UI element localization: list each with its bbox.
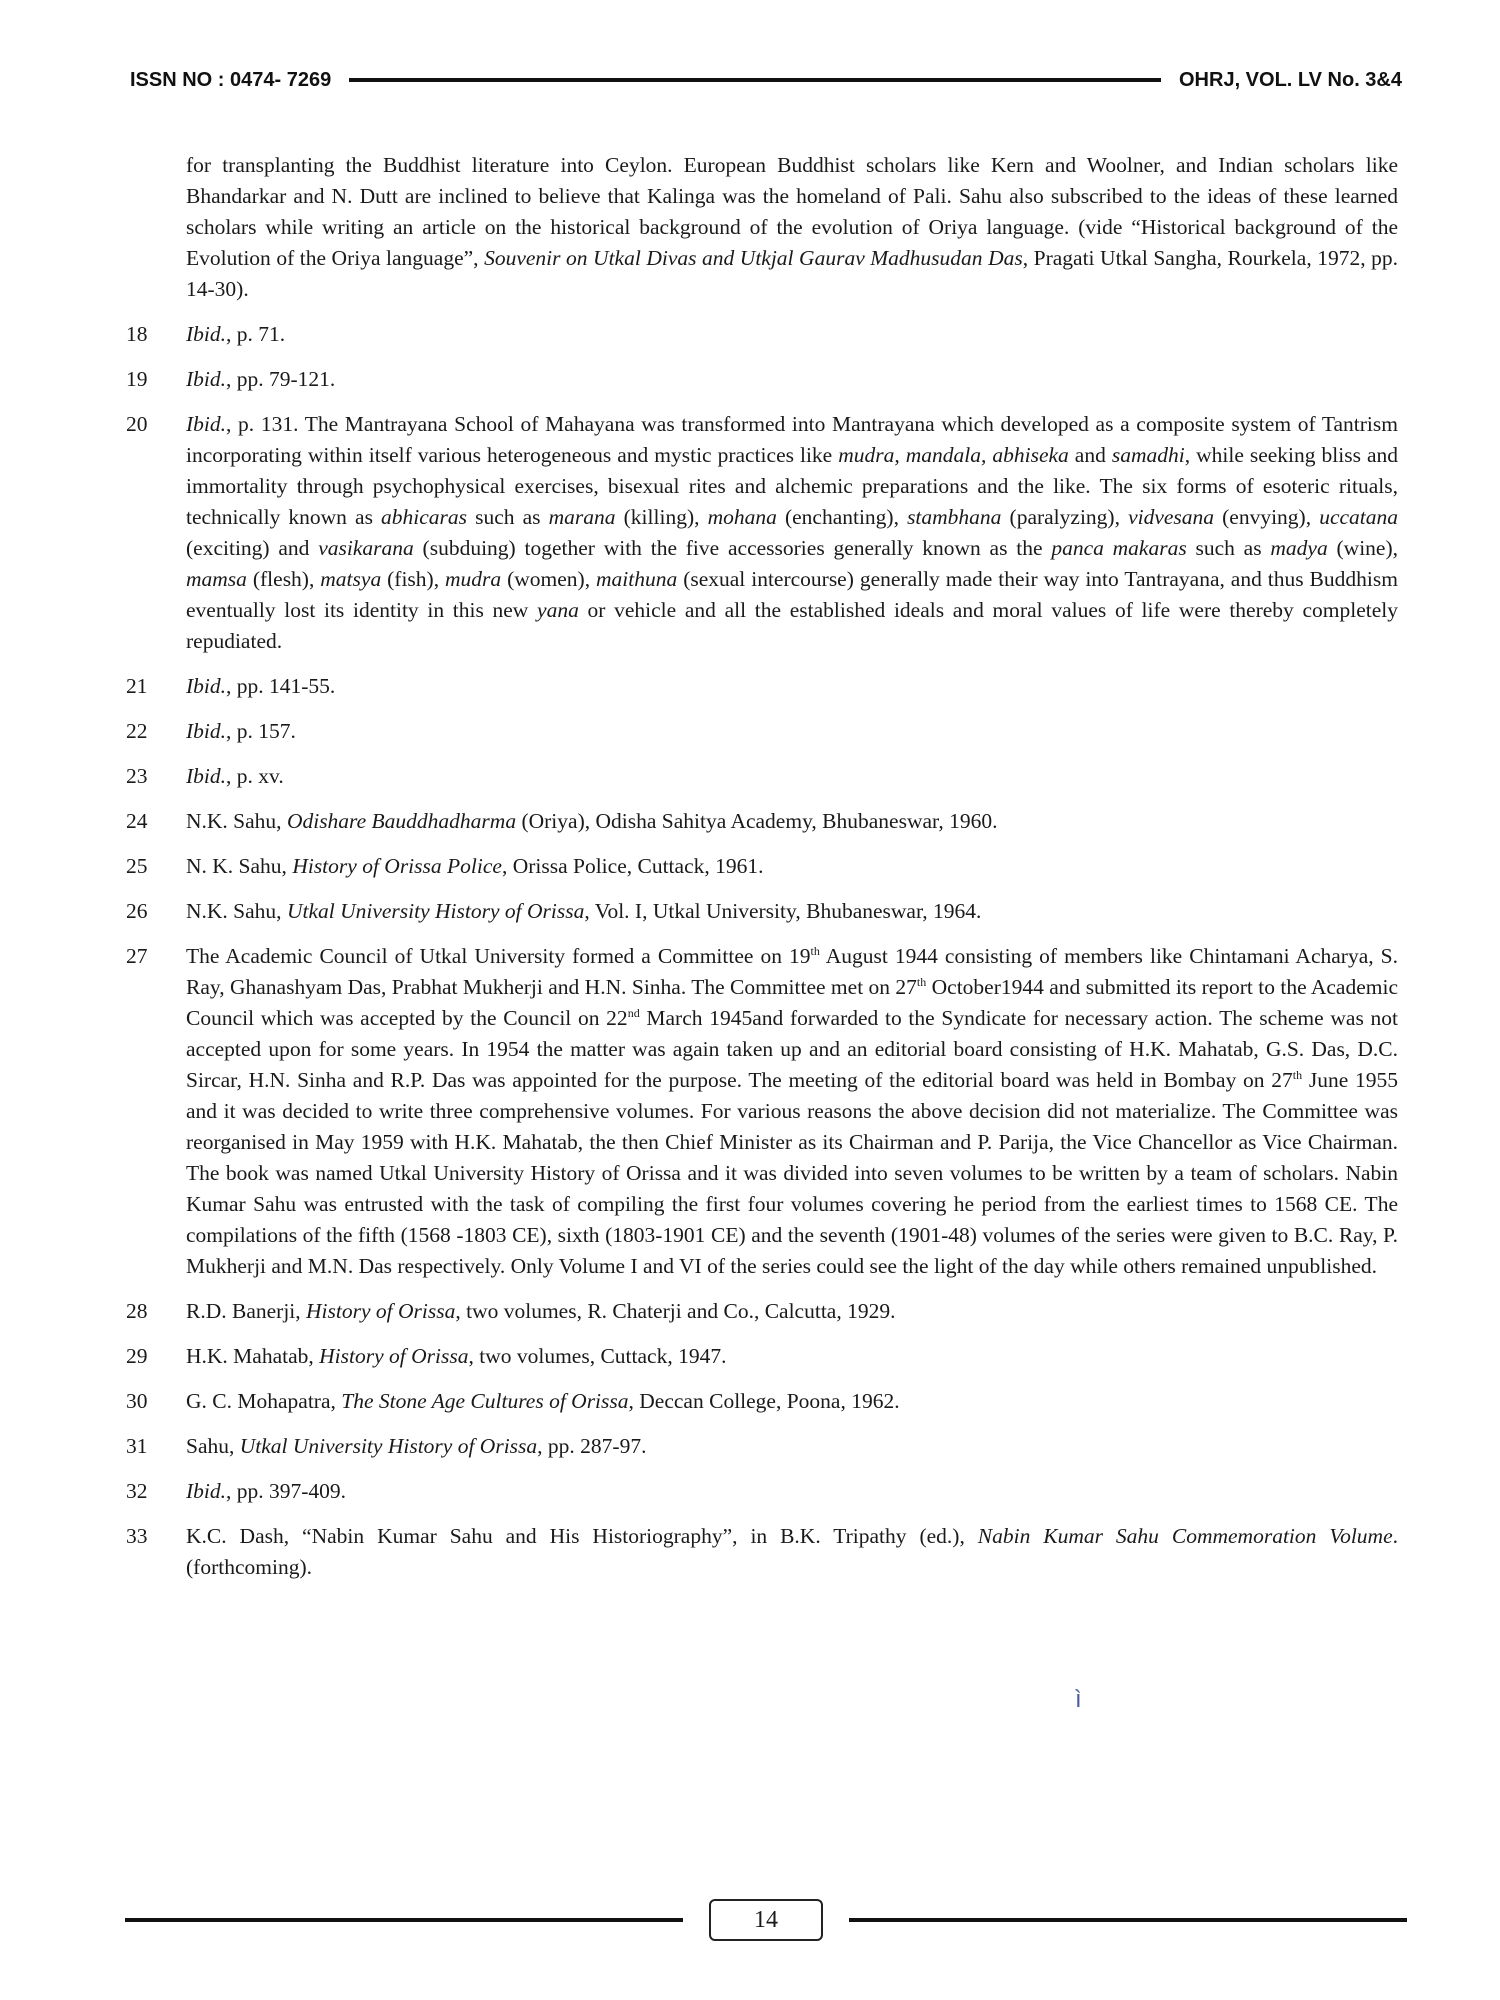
footer-rule-left [125, 1918, 683, 1922]
note-body [186, 1521, 1398, 1583]
note-19 [126, 364, 1398, 395]
note-number: 26 [126, 899, 148, 923]
note-33 [126, 1521, 1398, 1583]
note-28 [126, 1296, 1398, 1327]
note-number: 24 [126, 809, 148, 833]
note-text: R.D. Banerji, [186, 1299, 307, 1323]
note-text: N.K. Sahu, [186, 809, 287, 833]
term: stambhana [907, 505, 1002, 529]
term: panca makaras [1051, 536, 1187, 560]
note-number: 30 [126, 1389, 148, 1413]
ordinal-suffix: th [1292, 1067, 1303, 1082]
note-text: March 1945and forwarded to the Syndicate for necessary action. The scheme was not accepted upon for some years. In 1954 the matter was again taken up and an editorial board consisting of H.K. Mahatab, G.S. Das, D.C. Sircar, H.N. Sinha and R.P. Das was appointed for the purpose. The meeting of the editorial board was held in Bombay on 27 [186, 1006, 1398, 1092]
note-32 [126, 1476, 1398, 1507]
note-number: 28 [126, 1299, 148, 1323]
note-text: and [1068, 443, 1112, 467]
note-text: N. K. Sahu, [186, 854, 293, 878]
note-26 [126, 896, 1398, 927]
note-body [186, 806, 1398, 837]
journal-label: OHRJ, VOL. LV No. 3&4 [1179, 68, 1402, 91]
note-body [186, 896, 1398, 927]
note-text: June 1955 and it was decided to write three comprehensive volumes. For various reasons the above decision did not materialize. The Committee was reorganised in May 1959 with H.K. Mahatab, the then Chief Minister as its Chairman and P. Parija, the Vice Chancellor as Vice Chairman. The book was named Utkal University History of Orissa and it was divided into seven volumes to be written by a team of scholars. Nabin Kumar Sahu was entrusted with the task of compiling the first four volumes covering he period from the earliest times to 1568 CE. The compilations of the fifth (1568 -1803 CE), sixth (1803-1901 CE) and the seventh (1901-48) volumes of the series were given to B.C. Ray, P. Mukherji and M.N. Das respectively. Only Volume I and VI of the series could see the light of the day while others remained unpublished. [186, 1068, 1398, 1278]
note-ibid: Ibid. [186, 719, 227, 743]
note-text: , Orissa Police, Cuttack, 1961. [501, 854, 764, 878]
note-number: 19 [126, 367, 148, 391]
running-header [130, 62, 1402, 98]
note-number: 31 [126, 1434, 148, 1458]
note-21 [126, 671, 1398, 702]
note-29 [126, 1341, 1398, 1372]
note-body [186, 941, 1398, 1282]
note-text: , p. xv. [226, 764, 284, 788]
note-body [186, 319, 1398, 350]
note-27 [126, 941, 1398, 1282]
note-ibid: Ibid. [186, 367, 227, 391]
note-text: (subduing) together with the five accessories generally known as the [413, 536, 1052, 560]
note-30 [126, 1386, 1398, 1417]
note-number: 33 [126, 1524, 148, 1548]
note-body [186, 1296, 1398, 1327]
term: maithuna [596, 567, 678, 591]
note-body [186, 761, 1398, 792]
note-text: The Academic Council of Utkal University formed a Committee on 19 [186, 944, 811, 968]
issn-label: ISSN NO : 0474- 7269 [130, 68, 332, 91]
term: mohana [707, 505, 777, 529]
note-number: 23 [126, 764, 148, 788]
note-body [186, 851, 1398, 882]
note-title: Utkal University History of Orissa [239, 1434, 538, 1458]
term: marana [548, 505, 616, 529]
term: uccatana [1319, 505, 1398, 529]
note-25 [126, 851, 1398, 882]
note-number: 25 [126, 854, 148, 878]
note-text: (exciting) and [186, 536, 319, 560]
note-text: August 1944 consisting of members like Chintamani Acharya, S. Ray, Ghanashyam Das, Prabhat Mukherji and H.N. Sinha. The Committee met on 27 [186, 944, 1398, 999]
note-text: October1944 and submitted its report to the Academic Council which was accepted by the Council on 22 [186, 975, 1398, 1030]
note-title: Souvenir on Utkal Divas and Utkjal Gaurav Madhusudan Das [484, 246, 1023, 270]
note-text: , p. 71. [226, 322, 286, 346]
note-title: History of Orissa Police [292, 854, 502, 878]
note-18 [126, 319, 1398, 350]
ordinal-suffix: th [810, 943, 820, 958]
note-text: such as [467, 505, 549, 529]
note-text: , pp. 141-55. [226, 674, 336, 698]
note-text: or vehicle and all the established ideals and moral values of life were thereby completely repudiated. [186, 598, 1399, 653]
note-title: Odishare Bauddhadharma [286, 809, 517, 833]
note-17-continued [126, 150, 1398, 305]
note-title: Nabin Kumar Sahu Commemoration Volume [977, 1524, 1393, 1548]
note-text: (Oriya), Odisha Sahitya Academy, Bhubaneswar, 1960. [516, 809, 998, 833]
ink-mark: ì [1075, 1686, 1082, 1713]
note-ibid: Ibid. [186, 764, 227, 788]
term: abhicaras [381, 505, 468, 529]
note-text: , pp. 79-121. [226, 367, 336, 391]
note-body [186, 716, 1398, 747]
term: yana [537, 598, 579, 622]
note-text: , pp. 397-409. [226, 1479, 347, 1503]
header-rule [349, 78, 1161, 82]
note-ibid: Ibid. [186, 322, 227, 346]
note-number: 20 [126, 412, 148, 436]
note-text: H.K. Mahatab, [186, 1344, 320, 1368]
note-text: , p. 131. The Mantrayana School of Mahayana was transformed into Mantrayana which developed as a composite system of Tantrism incorporating within itself various heterogeneous and mystic practices like [186, 412, 1398, 467]
term: mudra, mandala, abhiseka [838, 443, 1069, 467]
note-body [186, 364, 1398, 395]
page-number: 14 [709, 1899, 823, 1941]
note-title: History of Orissa [319, 1344, 469, 1368]
note-text: . (forthcoming). [186, 1524, 1398, 1579]
note-ibid: Ibid. [186, 412, 227, 436]
note-number: 22 [126, 719, 148, 743]
term: mudra [445, 567, 502, 591]
note-text: (wine), [1327, 536, 1398, 560]
note-number: 32 [126, 1479, 148, 1503]
note-title: History of Orissa [306, 1299, 456, 1323]
note-text: , Deccan College, Poona, 1962. [628, 1389, 900, 1413]
note-text: (fish), [381, 567, 446, 591]
note-text: N.K. Sahu, [186, 899, 287, 923]
note-ibid: Ibid. [186, 1479, 227, 1503]
note-22 [126, 716, 1398, 747]
footer-rule-right [849, 1918, 1407, 1922]
ordinal-suffix: th [916, 974, 927, 989]
note-number: 18 [126, 322, 148, 346]
note-body [186, 1476, 1398, 1507]
note-text: , while seeking bliss and immortality through psychophysical exercises, bisexual rites and alchemic preparations and the like. The six forms of esoteric rituals, technically known as [186, 443, 1399, 529]
note-text: Sahu, [186, 1434, 240, 1458]
note-text: such as [1186, 536, 1271, 560]
note-text: , two volumes, R. Chaterji and Co., Calcutta, 1929. [455, 1299, 896, 1323]
note-text: , Vol. I, Utkal University, Bhubaneswar, 1964. [584, 899, 982, 923]
note-text: G. C. Mohapatra, [186, 1389, 342, 1413]
term: samadhi [1111, 443, 1185, 467]
note-text: (envying), [1214, 505, 1320, 529]
note-number: 21 [126, 674, 148, 698]
note-text: (paralyzing), [1001, 505, 1129, 529]
ordinal-suffix: nd [627, 1005, 640, 1020]
note-text: (flesh), [246, 567, 321, 591]
note-text: (women), [501, 567, 597, 591]
note-20 [126, 409, 1398, 657]
note-title: Utkal University History of Orissa [286, 899, 585, 923]
note-24 [126, 806, 1398, 837]
term: vidvesana [1128, 505, 1215, 529]
note-body [186, 150, 1398, 305]
note-text: , pp. 287-97. [537, 1434, 647, 1458]
note-text: , Pragati Utkal Sangha, Rourkela, 1972, pp. 14-30). [186, 246, 1398, 301]
note-31 [126, 1431, 1398, 1462]
note-title: The Stone Age Cultures of Orissa [341, 1389, 629, 1413]
note-body [186, 671, 1398, 702]
note-text: K.C. Dash, “Nabin Kumar Sahu and His Historiography”, in B.K. Tripathy (ed.), [186, 1524, 978, 1548]
note-ibid: Ibid. [186, 674, 227, 698]
note-body [186, 409, 1398, 657]
note-text: (enchanting), [776, 505, 908, 529]
note-text: , two volumes, Cuttack, 1947. [468, 1344, 727, 1368]
note-text: (killing), [615, 505, 708, 529]
term: mamsa [186, 567, 247, 591]
note-text: for transplanting the Buddhist literature into Ceylon. European Buddhist scholars like Kern and Woolner, and Indian scholars like Bhandarkar and N. Dutt are inclined to believe that Kalinga was the homeland of Pali. Sahu also subscribed to the ideas of these learned scholars while writing an article on the historical background of the evolution of Oriya language. (vide “Historical background of the Evolution of the Oriya language”, [186, 153, 1398, 270]
term: matsya [320, 567, 382, 591]
note-number: 27 [126, 944, 148, 968]
endnotes [126, 150, 1398, 1597]
note-text: , p. 157. [226, 719, 296, 743]
note-body [186, 1386, 1398, 1417]
note-23 [126, 761, 1398, 792]
note-body [186, 1341, 1398, 1372]
term: madya [1270, 536, 1328, 560]
note-number: 29 [126, 1344, 148, 1368]
note-body [186, 1431, 1398, 1462]
term: vasikarana [318, 536, 414, 560]
note-text: (sexual intercourse) generally made their way into Tantrayana, and thus Buddhism eventually lost its identity in this new [186, 567, 1398, 622]
page-footer [125, 1895, 1407, 1945]
